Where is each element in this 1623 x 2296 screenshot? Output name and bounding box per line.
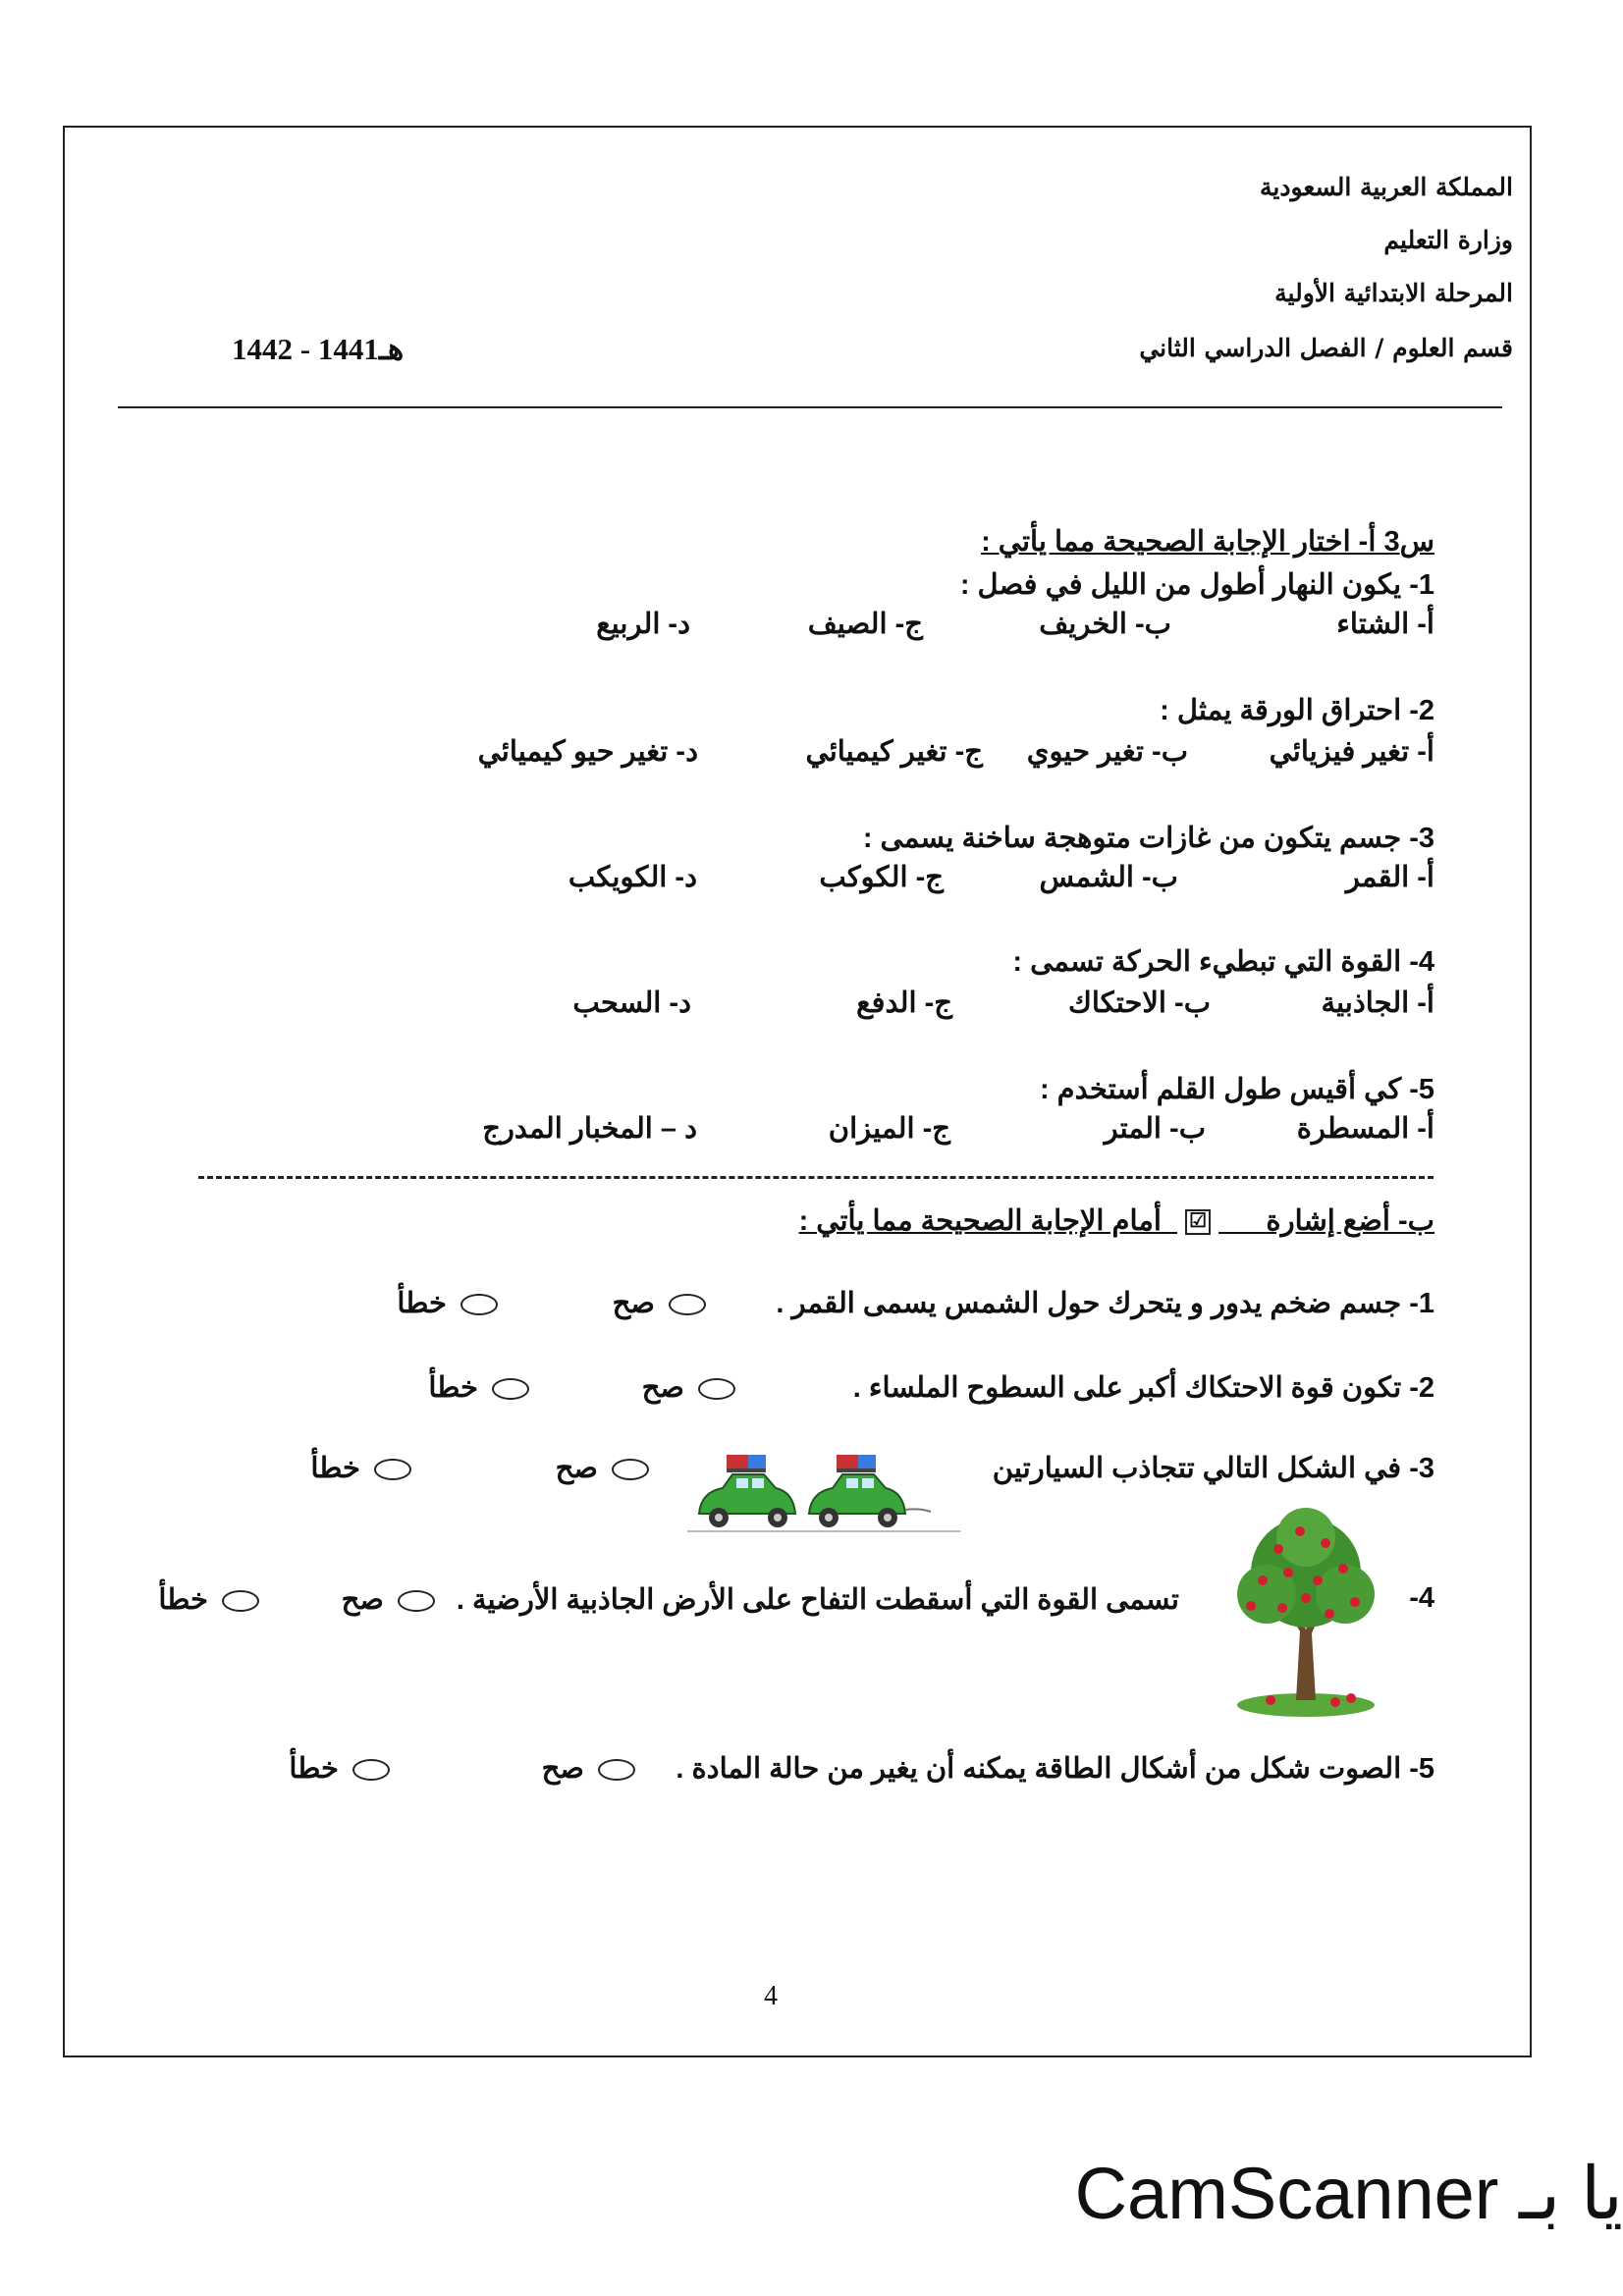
q4-option-b: ب- الاحتكاك bbox=[1067, 988, 1211, 1019]
header-department: قسم العلوم / الفصل الدراسي الثاني bbox=[1139, 334, 1513, 362]
statement-4-true[interactable]: صح bbox=[342, 1582, 441, 1617]
q1-option-b: ب- الخريف bbox=[1039, 609, 1171, 640]
question-5: 5- كي أقيس طول القلم أستخدم : bbox=[1039, 1074, 1434, 1105]
section-b-title-part1: ب- أضع إشارة bbox=[1266, 1205, 1434, 1237]
q4-option-a: أ- الجاذبية bbox=[1321, 988, 1434, 1019]
q3-option-c: ج- الكوكب bbox=[819, 862, 944, 893]
q5-option-c: ج- الميزان bbox=[828, 1113, 950, 1145]
q3-option-d: د- الكويكب bbox=[568, 862, 697, 893]
cars-attraction-illustration bbox=[687, 1449, 960, 1537]
q2-option-c: ج- تغير كيميائي bbox=[805, 736, 983, 768]
section-a-title: س3 أ- اختار الإجابة الصحيحة مما يأتي : bbox=[981, 526, 1434, 558]
statement-4-false[interactable]: خطأ bbox=[158, 1582, 265, 1617]
false-circle-icon[interactable] bbox=[460, 1294, 498, 1315]
camscanner-watermark: يا بـ CamScanner bbox=[1074, 2153, 1623, 2234]
statement-4-number: 4- bbox=[1409, 1582, 1434, 1614]
statement-5: 5- الصوت شكل من أشكال الطاقة يمكنه أن يغير من حالة المادة . bbox=[676, 1753, 1434, 1785]
header-ministry: وزارة التعليم bbox=[1383, 226, 1513, 254]
header-stage: المرحلة الابتدائية الأولية bbox=[1274, 279, 1513, 307]
question-3: 3- جسم يتكون من غازات متوهجة ساخنة يسمى : bbox=[862, 823, 1434, 854]
statement-3-true[interactable]: صح bbox=[556, 1451, 655, 1485]
statement-1: 1- جسم ضخم يدور و يتحرك حول الشمس يسمى القمر . bbox=[776, 1288, 1434, 1319]
false-circle-icon[interactable] bbox=[492, 1378, 529, 1400]
false-circle-icon[interactable] bbox=[352, 1759, 390, 1781]
statement-1-true[interactable]: صح bbox=[613, 1286, 712, 1320]
q1-option-d: د- الربيع bbox=[596, 609, 690, 640]
statement-2-true[interactable]: صح bbox=[642, 1370, 741, 1405]
q5-option-a: أ- المسطرة bbox=[1296, 1113, 1434, 1145]
true-circle-icon[interactable] bbox=[398, 1590, 435, 1612]
q2-option-d: د- تغير حيو كيميائي bbox=[477, 736, 698, 768]
statement-3: 3- في الشكل التالي تتجاذب السيارتين bbox=[992, 1453, 1434, 1484]
car-left-icon bbox=[699, 1455, 795, 1527]
statement-2-false[interactable]: خطأ bbox=[428, 1370, 535, 1405]
header-country: المملكة العربية السعودية bbox=[1259, 173, 1513, 201]
false-circle-icon[interactable] bbox=[222, 1590, 259, 1612]
false-circle-icon[interactable] bbox=[374, 1459, 411, 1480]
question-1: 1- يكون النهار أطول من الليل في فصل : bbox=[959, 569, 1434, 601]
statement-5-true[interactable]: صح bbox=[542, 1751, 641, 1786]
statement-1-false[interactable]: خطأ bbox=[397, 1286, 504, 1320]
true-circle-icon[interactable] bbox=[669, 1294, 706, 1315]
section-divider bbox=[198, 1176, 1434, 1179]
q2-option-a: أ- تغير فيزيائي bbox=[1269, 736, 1434, 768]
page-number: 4 bbox=[764, 1981, 778, 2011]
statement-4: تسمى القوة التي أسقطت التفاح على الأرض الجاذبية الأرضية . bbox=[456, 1584, 1179, 1616]
q5-option-d: د – المخبار المدرج bbox=[482, 1113, 697, 1145]
q4-option-c: ج- الدفع bbox=[856, 988, 952, 1019]
checkmark-icon: ☑ bbox=[1185, 1209, 1211, 1235]
question-4: 4- القوة التي تبطيء الحركة تسمى : bbox=[1012, 946, 1434, 978]
q4-option-d: د- السحب bbox=[572, 988, 691, 1019]
header-divider bbox=[118, 406, 1502, 408]
q5-option-b: ب- المتر bbox=[1104, 1113, 1206, 1145]
car-right-icon bbox=[809, 1455, 931, 1527]
q2-option-b: ب- تغير حيوي bbox=[1026, 736, 1188, 768]
true-circle-icon[interactable] bbox=[612, 1459, 649, 1480]
section-b-title-part2: أمام الإجابة الصحيحة مما يأتي : bbox=[798, 1205, 1162, 1237]
statement-2: 2- تكون قوة الاحتكاك أكبر على السطوح الملساء . bbox=[852, 1372, 1434, 1404]
q1-option-a: أ- الشتاء bbox=[1336, 609, 1434, 640]
q3-option-b: ب- الشمس bbox=[1039, 862, 1178, 893]
true-circle-icon[interactable] bbox=[698, 1378, 735, 1400]
question-2: 2- احتراق الورقة يمثل : bbox=[1160, 695, 1434, 726]
section-b-title bbox=[799, 1203, 1434, 1238]
statement-5-false[interactable]: خطأ bbox=[289, 1751, 396, 1786]
q3-option-a: أ- القمر bbox=[1345, 862, 1434, 893]
academic-year: 1442 - 1441هـ bbox=[232, 332, 405, 366]
q1-option-c: ج- الصيف bbox=[807, 609, 923, 640]
apple-tree-illustration bbox=[1227, 1504, 1384, 1722]
statement-3-false[interactable]: خطأ bbox=[310, 1451, 417, 1485]
true-circle-icon[interactable] bbox=[598, 1759, 635, 1781]
